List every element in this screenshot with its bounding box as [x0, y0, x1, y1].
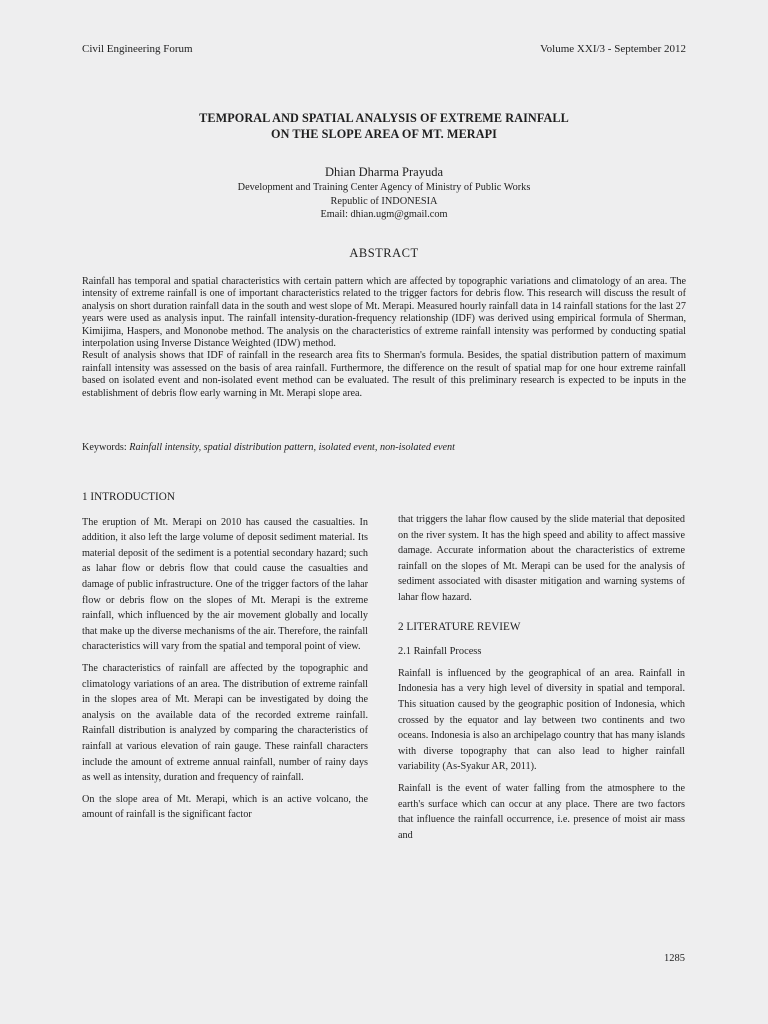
section-heading-literature-review: 2 LITERATURE REVIEW — [398, 620, 521, 633]
keywords-label: Keywords: — [82, 442, 127, 453]
affiliation: Development and Training Center Agency of Ministry of Public Works — [237, 182, 531, 193]
page-number: 1285 — [664, 953, 685, 964]
intro-paragraph-1: The eruption of Mt. Merapi on 2010 has caused the casualties. In addition, it also left the large volume of deposit sediment material. Its material deposit of the sediment is a potential secondary hazard; such as lahar flow or debris flow that could cause the casualties and damage of public infrastructure. One of the trigger factors of the lahar flow or debris flow on the slopes of Mt. Merapi is the extreme rainfall, which influenced by the air movement globally and locally that make up the diverse mechanisms of the air. Therefore, the rainfall characteristics will vary from the spatial and temporal point of view. — [82, 516, 368, 653]
paper-title — [82, 110, 686, 142]
volume-info: Volume XXI/3 - September 2012 — [540, 43, 686, 55]
keywords-line — [82, 442, 686, 453]
title-line-2: ON THE SLOPE AREA OF MT. MERAPI — [271, 127, 497, 141]
keywords-value: Rainfall intensity, spatial distribution pattern, isolated event, non-isolated event — [129, 442, 455, 453]
intro-paragraph-continued: that triggers the lahar flow caused by the slide material that deposited on the river system. It has the high speed and ability to affect massive damage. Accurate information about the characteristics of extreme rainfall on the slopes of Mt. Merapi can be used for the analysis of sediment associated with disaster mitigation and warning systems of lahar flow hazard. — [398, 514, 685, 603]
lit-paragraph-1: Rainfall is influenced by the geographical of an area. Rainfall in Indonesia has a very high level of diversity in spatial and temporal. This situation caused by the geographic position of Indonesia, which crossed by the equator and lay between two continents and two oceans. Indonesia is also an archipelago country that has many islands with diverse topography that can also lead to higher rainfall variability (As-Syakur AR, 2011). — [398, 667, 685, 773]
lit-paragraph-2: Rainfall is the event of water falling from the atmosphere to the earth's surface which can occur at any place. There are two factors that influence the rainfall occurrence, i.e. presence of moist air mass and — [398, 782, 685, 841]
left-column — [82, 490, 368, 829]
intro-paragraph-2: The characteristics of rainfall are affected by the topographic and climatology variations of an area. The distribution of extreme rainfall in the slopes area of Mt. Merapi can be investigated by doing the analysis on the available data of the recorded extreme rainfall. Rainfall distribution is analyzed by comparing the characteristics of rainfall at various elevation of rain gauge. These rainfall characters include the amount of extreme annual rainfall, number of rainy days as well as intensity, duration and frequency of rainfall. — [82, 662, 368, 784]
section-heading-introduction: 1 INTRODUCTION — [82, 491, 175, 503]
abstract-paragraph-1: Rainfall has temporal and spatial characteristics with certain pattern which are affected by topographic variations and climatology of an area. The intensity of extreme rainfall is one of important characteristics related to the trigger factors for debris flow. This research will discuss the result of analysis on short duration rainfall data in the south and west slope of Mt. Merapi. Measured hourly rainfall data in 14 rainfall stations for the last 27 years were used as analysis input. The rainfall intensity-duration-frequency relationship (IDF) was derived using empirical formula of Sherman, Kimijima, Haspers, and Mononobe method. The analysis on the characteristics of extreme rainfall intensity was performed by conducting spatial interpolation using Inverse Distance Weighted (IDW) method. — [82, 276, 686, 350]
intro-paragraph-3: On the slope area of Mt. Merapi, which is an active volcano, the amount of rainfall is the significant factor — [82, 793, 368, 821]
subsection-heading-rainfall-process: 2.1 Rainfall Process — [398, 646, 482, 658]
author-affiliation-block — [82, 181, 686, 222]
email: Email: dhian.ugm@gmail.com — [320, 209, 448, 221]
title-line-1: TEMPORAL AND SPATIAL ANALYSIS OF EXTREME RAINFALL — [199, 111, 569, 125]
abstract-body — [82, 276, 686, 400]
abstract-heading: ABSTRACT — [349, 246, 419, 260]
running-header — [82, 43, 686, 59]
country: Republic of INDONESIA — [330, 195, 438, 207]
right-column — [398, 512, 685, 849]
abstract-paragraph-2: Result of analysis shows that IDF of rainfall in the research area fits to Sherman's formula. Besides, the spatial distribution pattern of maximum rainfall intensity was assessed on the basis of area rainfall. Furthermore, the difference on the result of spatial map for one hour extreme rainfall based on isolated event and non-isolated event method can be evaluated. The result of this preliminary research is expected to be inputs in the establishment of debris flow early warning in Mt. Merapi slope area. — [82, 350, 686, 399]
journal-name: Civil Engineering Forum — [82, 43, 193, 55]
author-name: Dhian Dharma Prayuda — [324, 165, 444, 179]
